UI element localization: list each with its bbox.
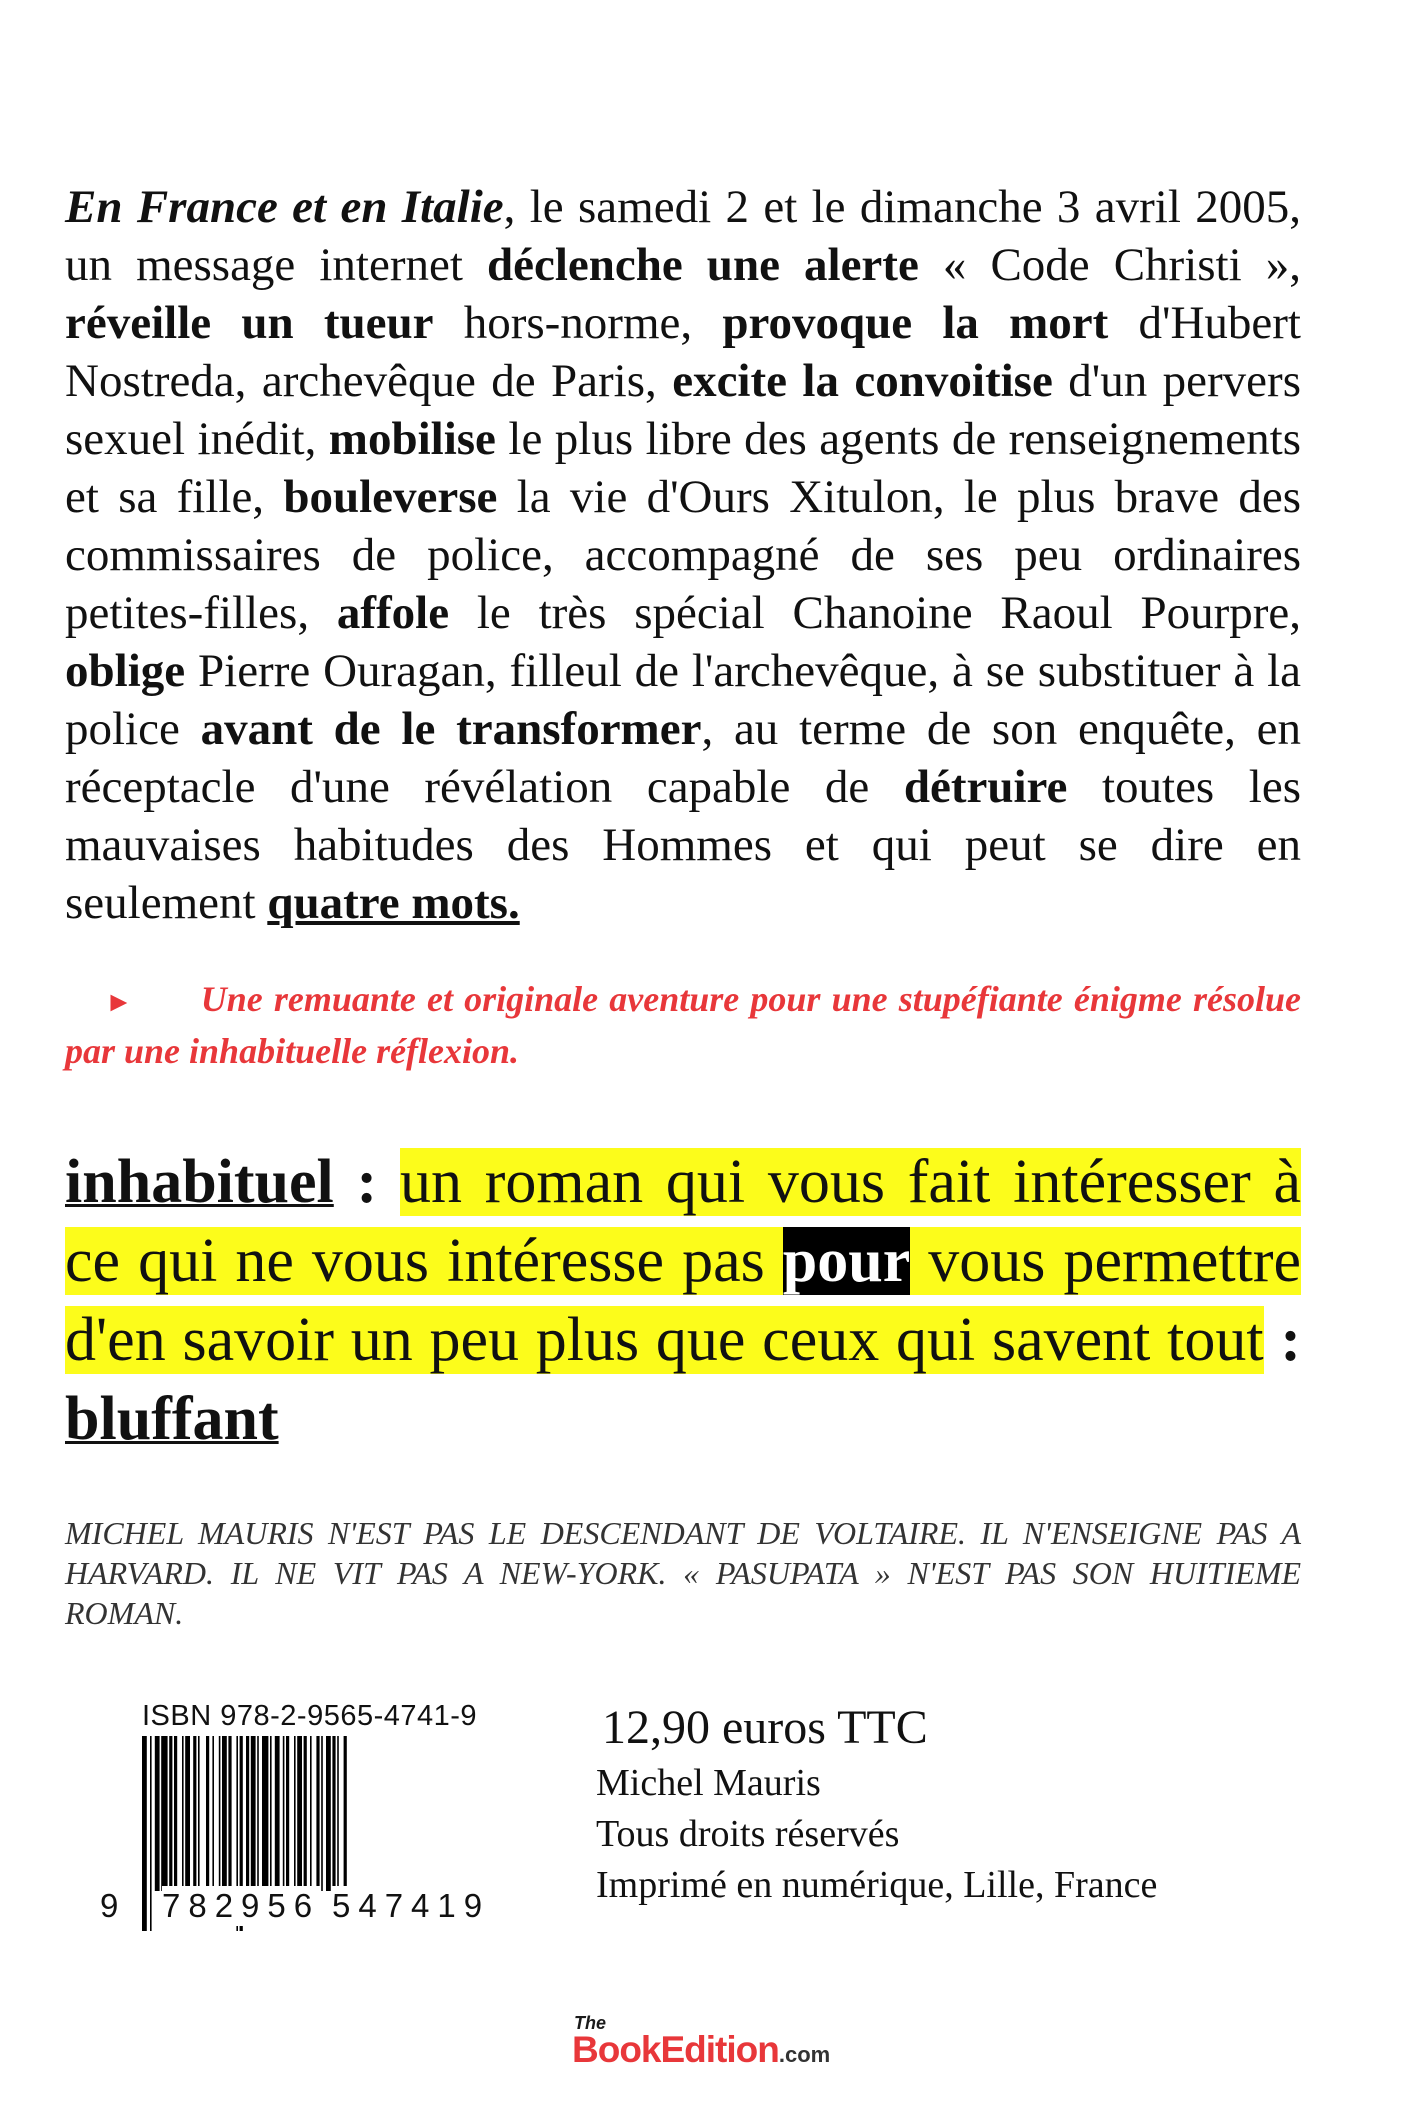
blurb-segment: avant de le transformer: [200, 703, 702, 755]
barcode-bar: [246, 1736, 249, 1891]
barcode-bar: [222, 1736, 227, 1891]
blurb-segment: , au terme de son enquête, en réceptacle d'une révélation capable de: [65, 703, 1301, 813]
blurb-segment: mobilise: [328, 413, 496, 465]
barcode-bar: [193, 1736, 196, 1891]
barcode-digits-right: 547419: [332, 1887, 491, 1924]
barcode-bar: [321, 1736, 323, 1891]
author-note: MICHEL MAURIS N'EST PAS LE DESCENDANT DE VOLTAIRE. IL N'ENSEIGNE PAS A HARVARD. IL NE VIT PAS A NEW-YORK. « PASUPATA » N'EST PAS SON HUITIEME ROMAN.: [65, 1515, 1301, 1631]
barcode-bar: [286, 1736, 289, 1891]
barcode-bar: [251, 1736, 256, 1891]
barcode-bar: [283, 1736, 285, 1891]
barcode-bar: [182, 1736, 184, 1891]
barcode-bar: [262, 1736, 268, 1891]
definition-text-after: vous permettre d'en savoir un peu plus que ceux qui savent tout: [65, 1227, 1302, 1374]
definition-word: inhabituel: [65, 1148, 334, 1216]
logo-the: The: [574, 2013, 607, 2033]
blurb-segment: quatre mots.: [267, 877, 520, 929]
definition-colon: :: [333, 1148, 400, 1216]
barcode-bar: [297, 1736, 302, 1891]
blurb-segment: d'Hubert Nostreda, archevêque de Paris,: [65, 297, 1301, 407]
barcode-bar: [212, 1736, 214, 1891]
barcode-bar: [275, 1736, 280, 1891]
definition-text-before: un roman qui vous fait intéresser à ce qui ne vous intéresse pas: [65, 1148, 1301, 1295]
logo-brand: [572, 2029, 830, 2071]
barcode-bar: [337, 1736, 339, 1891]
barcode-digit-first: 9: [100, 1887, 127, 1924]
triangle-arrow-icon: ►: [105, 987, 133, 1018]
barcode-bar: [294, 1736, 296, 1891]
blurb-segment: d'un pervers sexuel inédit,: [65, 355, 1301, 465]
barcode-bar: [304, 1736, 307, 1891]
blurb-segment: le plus libre des agents de renseignements et sa fille,: [65, 413, 1301, 523]
barcode-bar: [326, 1736, 331, 1891]
blurb-segment: déclenche une alerte: [486, 239, 919, 291]
blurb-segment: hors-norme,: [433, 297, 723, 349]
blurb-segment: oblige: [65, 645, 186, 697]
barcode-bar: [228, 1736, 231, 1891]
blurb-segment: « Code Christi »,: [918, 239, 1301, 291]
price: 12,90 euros TTC: [602, 1701, 928, 1754]
barcode-bar: [161, 1736, 167, 1891]
barcode-bar: [344, 1736, 347, 1891]
barcode-bar: [206, 1736, 209, 1891]
printing-notice: Imprimé en numérique, Lille, France: [596, 1864, 1158, 1906]
blurb-segment: le très spécial Chanoine Raoul Pourpre,: [449, 587, 1301, 639]
barcode-bar: [174, 1736, 177, 1891]
barcode-bar: [169, 1736, 172, 1891]
back-cover-blurb: [65, 178, 1301, 932]
publication-info: [596, 1698, 1157, 1911]
barcode-bar: [150, 1736, 152, 1931]
logo-suffix: .com: [778, 2042, 831, 2067]
barcode-bar: [219, 1736, 221, 1891]
author-name: Michel Mauris: [596, 1762, 821, 1804]
isbn-barcode: [100, 1700, 520, 1950]
definition-colon-2: :: [1263, 1306, 1302, 1374]
definition-verdict: bluffant: [65, 1385, 279, 1453]
blurb-segment: , le samedi 2 et le dimanche 3 avril 2005, un message internet: [65, 181, 1302, 291]
blurb-segment: détruire: [903, 761, 1068, 813]
blurb-segment: toutes les mauvaises habitudes des Hommes et qui peut se dire en seulement: [65, 761, 1301, 929]
barcode-bar: [198, 1736, 200, 1891]
logo-brand-name: BookEdition: [572, 2029, 779, 2070]
blurb-segment: bouleverse: [283, 471, 498, 523]
tagline: [65, 975, 1301, 1075]
definition-highlight-word: pour: [782, 1227, 911, 1295]
barcode-bar: [310, 1736, 312, 1891]
blurb-segment: réveille un tueur: [65, 297, 434, 349]
barcode-bar: [142, 1736, 147, 1931]
barcode-bar: [332, 1736, 335, 1891]
barcode-bar: [316, 1736, 319, 1891]
isbn-label: ISBN 978-2-9565-4741-9: [142, 1700, 478, 1732]
bookedition-logo: [572, 2013, 872, 2083]
blurb-segment: provoque la mort: [722, 297, 1109, 349]
rights-notice: Tous droits réservés: [596, 1813, 900, 1855]
blurb-segment: En France et en Italie: [65, 181, 504, 233]
barcode-bar: [257, 1736, 259, 1891]
tagline-text: Une remuante et originale aventure pour une stupéfiante énigme résolue par une inhabituelle réflexion.: [65, 979, 1301, 1071]
barcode-digits-left: 782956: [162, 1887, 321, 1924]
blurb-segment: excite la convoitise: [672, 355, 1053, 407]
definition-block: [65, 1143, 1301, 1459]
barcode-bar: [155, 1736, 160, 1891]
blurb-segment: la vie d'Ours Xitulon, le plus brave des commissaires de police, accompagné de ses peu ordinaires petites-filles,: [65, 471, 1301, 639]
blurb-segment: affole: [336, 587, 450, 639]
blurb-segment: Pierre Ouragan, filleul de l'archevêque, à se substituer à la police: [65, 645, 1301, 755]
barcode-bar: [185, 1736, 190, 1891]
barcode-bar: [270, 1736, 272, 1891]
